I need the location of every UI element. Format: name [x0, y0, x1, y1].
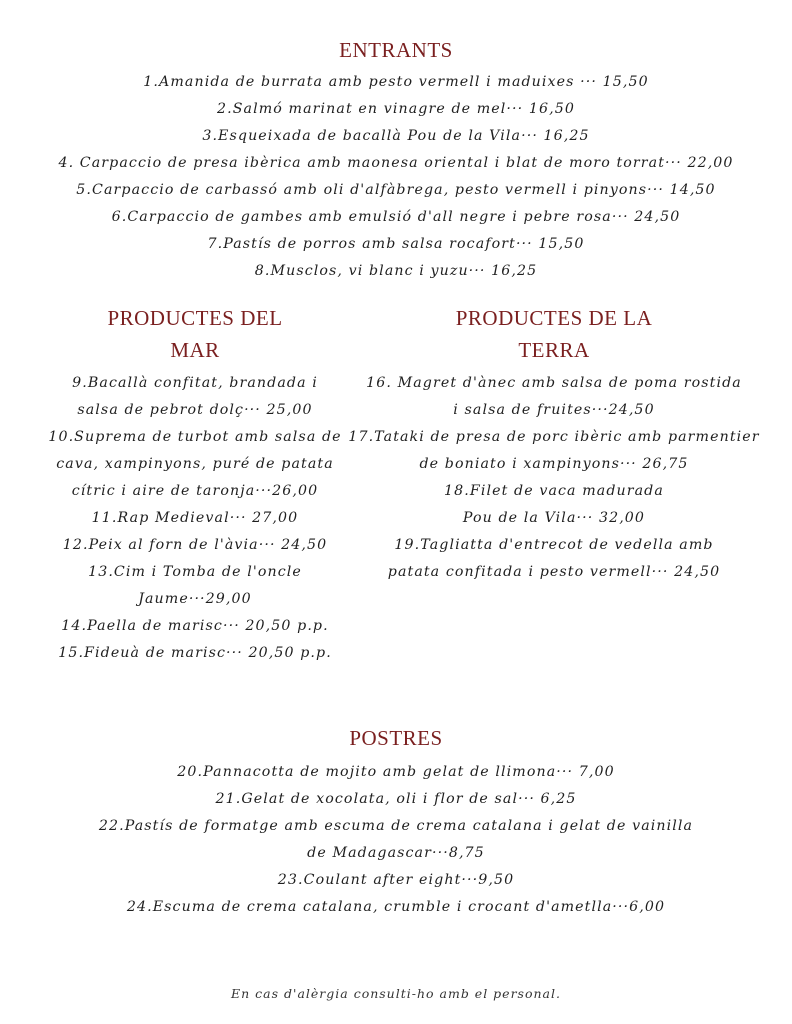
menu-item-line: 16. Magret d'ànec amb salsa de poma rostida — [366, 375, 742, 391]
menu-item: 3.Esqueixada de bacallà Pou de la Vila··· 16,25 — [202, 128, 590, 144]
menu-item-line: 13.Cim i Tomba de l'oncle — [88, 564, 302, 580]
terra-heading-line1: PRODUCTES DE LA — [455, 306, 653, 330]
allergy-note: En cas d'alèrgia consulti-ho amb el personal. — [231, 986, 561, 1001]
menu-item: 2.Salmó marinat en vinagre de mel··· 16,50 — [217, 101, 575, 117]
entrants-list — [0, 69, 792, 285]
menu-item: 5.Carpaccio de carbassó amb oli d'alfàbrega, pesto vermell i pinyons··· 14,50 — [76, 182, 716, 198]
menu-item-line: 22.Pastís de formatge amb escuma de crema catalana i gelat de vainilla — [98, 818, 694, 834]
menu-item-line: 17.Tataki de presa de porc ibèric amb parmentier — [348, 429, 760, 445]
section-entrants — [0, 38, 792, 285]
menu-item: 7.Pastís de porros amb salsa rocafort··· 15,50 — [207, 236, 585, 252]
menu-item-line: Jaume···29,00 — [138, 591, 252, 607]
menu-item-line: 18.Filet de vaca madurada — [444, 483, 664, 499]
menu-item-line: 11.Rap Medieval··· 27,00 — [91, 510, 299, 526]
menu-item-line: 12.Peix al forn de l'àvia··· 24,50 — [62, 537, 328, 553]
menu-item-line: de Madagascar···8,75 — [307, 845, 485, 861]
mar-list — [28, 370, 362, 667]
menu-item-line: 9.Bacallà confitat, brandada i — [72, 375, 318, 391]
postres-heading: POSTRES — [349, 726, 443, 750]
menu-item-line: cava, xampinyons, puré de patata — [56, 456, 334, 472]
menu-item: 4. Carpaccio de presa ibèrica amb maonesa oriental i blat de moro torrat··· 22,00 — [58, 155, 734, 171]
menu-item-line: de boniato i xampinyons··· 26,75 — [419, 456, 689, 472]
menu-item-line: 10.Suprema de turbot amb salsa de — [48, 429, 342, 445]
menu-item-line: 20.Pannacotta de mojito amb gelat de llimona··· 7,00 — [177, 764, 615, 780]
menu-item-line: cítric i aire de taronja···26,00 — [71, 483, 319, 499]
menu-item: 1.Amanida de burrata amb pesto vermell i maduixes ··· 15,50 — [143, 74, 649, 90]
menu-item-line: 21.Gelat de xocolata, oli i flor de sal··· 6,25 — [215, 791, 577, 807]
menu-item-line: 24.Escuma de crema catalana, crumble i crocant d'ametlla···6,00 — [126, 899, 666, 915]
menu-item-line: 19.Tagliatta d'entrecot de vedella amb — [394, 537, 714, 553]
menu-item-line: 14.Paella de marisc··· 20,50 p.p. — [61, 618, 329, 634]
terra-list — [348, 370, 760, 586]
postres-list — [0, 759, 792, 921]
section-productes-del-mar — [28, 302, 362, 667]
menu-item-line: 23.Coulant after eight···9,50 — [277, 872, 515, 888]
section-productes-de-la-terra — [348, 302, 760, 586]
section-postres — [0, 726, 792, 921]
terra-heading-line2: TERRA — [518, 338, 590, 362]
mar-heading-line1: PRODUCTES DEL — [107, 306, 283, 330]
menu-item: 8.Musclos, vi blanc i yuzu··· 16,25 — [254, 263, 538, 279]
menu-item-line: i salsa de fruites···24,50 — [453, 402, 655, 418]
menu-item-line: patata confitada i pesto vermell··· 24,50 — [387, 564, 721, 580]
menu-item-line: 15.Fideuà de marisc··· 20,50 p.p. — [58, 645, 332, 661]
entrants-heading: ENTRANTS — [339, 38, 453, 62]
menu-item-line: Pou de la Vila··· 32,00 — [462, 510, 646, 526]
mar-heading-line2: MAR — [170, 338, 220, 362]
menu-item-line: salsa de pebrot dolç··· 25,00 — [77, 402, 313, 418]
menu-item: 6.Carpaccio de gambes amb emulsió d'all negre i pebre rosa··· 24,50 — [111, 209, 681, 225]
